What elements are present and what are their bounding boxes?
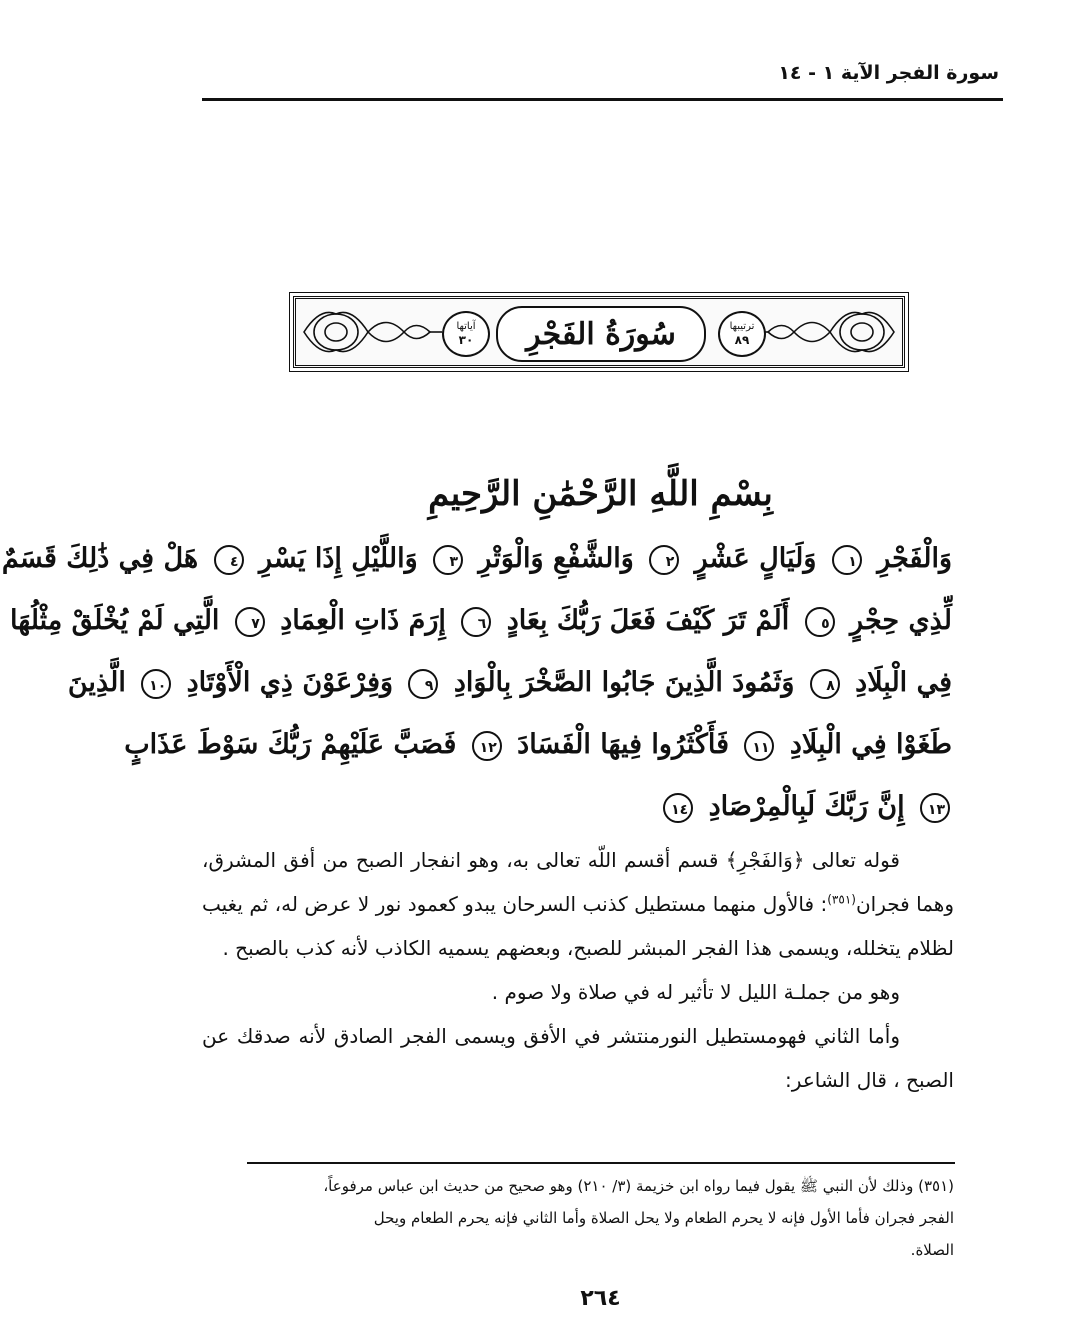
surah-name-cartouche — [496, 306, 706, 362]
commentary-paragraph — [202, 838, 954, 970]
ayah-number-marker: ٤ — [214, 545, 244, 575]
ayah-number-marker: ٧ — [235, 607, 265, 637]
surah-name: سُورَةُ الفَجْرِ — [526, 316, 676, 352]
verse-count-medallion — [442, 311, 490, 357]
footnote-reference[interactable]: (٣٥١) — [827, 892, 856, 907]
ayah-text: الَّتِي لَمْ يُخْلَقْ مِثْلُهَا — [10, 605, 220, 636]
ayah-number-marker: ٥ — [805, 607, 835, 637]
ayah-number-marker: ٦ — [461, 607, 491, 637]
ayah-number-marker: ١ — [832, 545, 862, 575]
ayah-text: إِنَّ رَبَّكَ لَبِالْمِرْصَادِ — [708, 791, 905, 822]
ayah-text: وَاللَّيْلِ إِذَا يَسْرِ — [258, 543, 418, 574]
ayah-text: طَغَوْا فِي الْبِلَادِ — [789, 729, 952, 760]
ayah-number-marker: ١٢ — [472, 731, 502, 761]
ayah-text: هَلْ فِي ذَٰلِكَ قَسَمٌ — [1, 543, 199, 574]
ayah-text: فَصَبَّ عَلَيْهِمْ رَبُّكَ سَوْطَ عَذَابٍ — [124, 729, 457, 760]
page-header — [202, 58, 1003, 101]
ayah-text: وَلَيَالٍ عَشْرٍ — [694, 543, 817, 574]
ayah-text: فَأَكْثَرُوا فِيهَا الْفَسَادَ — [517, 729, 729, 760]
verses-label: آياتها — [456, 321, 476, 332]
ayah-text: أَلَمْ تَرَ كَيْفَ فَعَلَ رَبُّكَ بِعَادٍ — [506, 605, 790, 636]
ayah-number-marker: ٣ — [433, 545, 463, 575]
ayah-text: الَّذِينَ — [67, 667, 126, 698]
running-title: سورة الفجر الآية ١ - ١٤ — [778, 62, 999, 84]
ayah-text: إِرَمَ ذَاتِ الْعِمَادِ — [280, 605, 446, 636]
verse-line — [202, 776, 954, 838]
ayah-text: وَالْفَجْرِ — [877, 543, 952, 574]
footnote-divider — [247, 1162, 955, 1164]
ayah-number-marker: ٨ — [810, 669, 840, 699]
ayah-number-marker: ١٤ — [663, 793, 693, 823]
quran-verses — [1, 528, 954, 838]
ayah-number-marker: ١٣ — [920, 793, 950, 823]
commentary-paragraph: وهو من جملـة الليل لا تأثير له في صلاة ولا صوم . — [491, 980, 900, 1004]
page-number: ٢٦٤ — [580, 1286, 621, 1311]
commentary-text: قوله تعالى ﴿وَالفَجْرِ﴾ قسم أقسم اللّه تعالى به، وهو انفجار الصبح من أفق المشرق، وهما فجران — [202, 848, 954, 916]
ayah-text: لِّذِي حِجْرٍ — [850, 605, 952, 636]
order-number: ٨٩ — [734, 333, 750, 347]
footnote-line: الصلاة. — [910, 1241, 954, 1259]
verse-line — [67, 652, 954, 714]
footnote-line: الفجر فجران فأما الأول فإنه لا يحرم الطعام ولا يحل الصلاة وأما الثاني فإنه يحرم الطعام ويحل — [373, 1209, 954, 1227]
ayah-text: وَفِرْعَوْنَ ذِي الْأَوْتَادِ — [186, 667, 394, 698]
verse-line — [1, 528, 954, 590]
verse-line — [10, 590, 954, 652]
ayah-text: فِي الْبِلَادِ — [855, 667, 952, 698]
order-label: ترتيبها — [729, 321, 755, 332]
verse-line — [124, 714, 954, 776]
surah-order-medallion — [718, 311, 766, 357]
surah-banner — [293, 296, 905, 368]
basmala: بِسْمِ اللَّهِ الرَّحْمَٰنِ الرَّحِيمِ — [428, 474, 773, 514]
ayah-number-marker: ٢ — [649, 545, 679, 575]
ayah-number-marker: ٩ — [408, 669, 438, 699]
commentary-paragraph: وأما الثاني فهومستطيل النورمنتشر في الأفق ويسمى الفجر الصادق لأنه صدقك عن الصبح ، قال الشاعر: — [202, 1024, 954, 1092]
verses-number: ٣٠ — [458, 333, 474, 347]
ayah-number-marker: ١٠ — [141, 669, 171, 699]
ayah-text: وَثَمُودَ الَّذِينَ جَابُوا الصَّخْرَ بِالْوَادِ — [453, 667, 795, 698]
commentary — [202, 838, 954, 1102]
ayah-text: وَالشَّفْعِ وَالْوَتْرِ — [478, 543, 634, 574]
footnote — [202, 1170, 954, 1266]
ayah-number-marker: ١١ — [744, 731, 774, 761]
footnote-line: (٣٥١) وذلك لأن النبي ﷺ يقول فيما رواه ابن خزيمة (٣/ ٢١٠) وهو صحيح من حديث ابن عباس مرفوعاً، — [323, 1177, 954, 1195]
commentary-text: : فالأول منهما مستطيل كذنب السرحان يبدو كعمود نور لا عرض له، ثم يغيب لظلام يتخلله، ويسمى هذا الفجر المبشر للصبح، وبعضهم يسميه الكاذب لأنه كذب بالصبح . — [202, 892, 954, 960]
